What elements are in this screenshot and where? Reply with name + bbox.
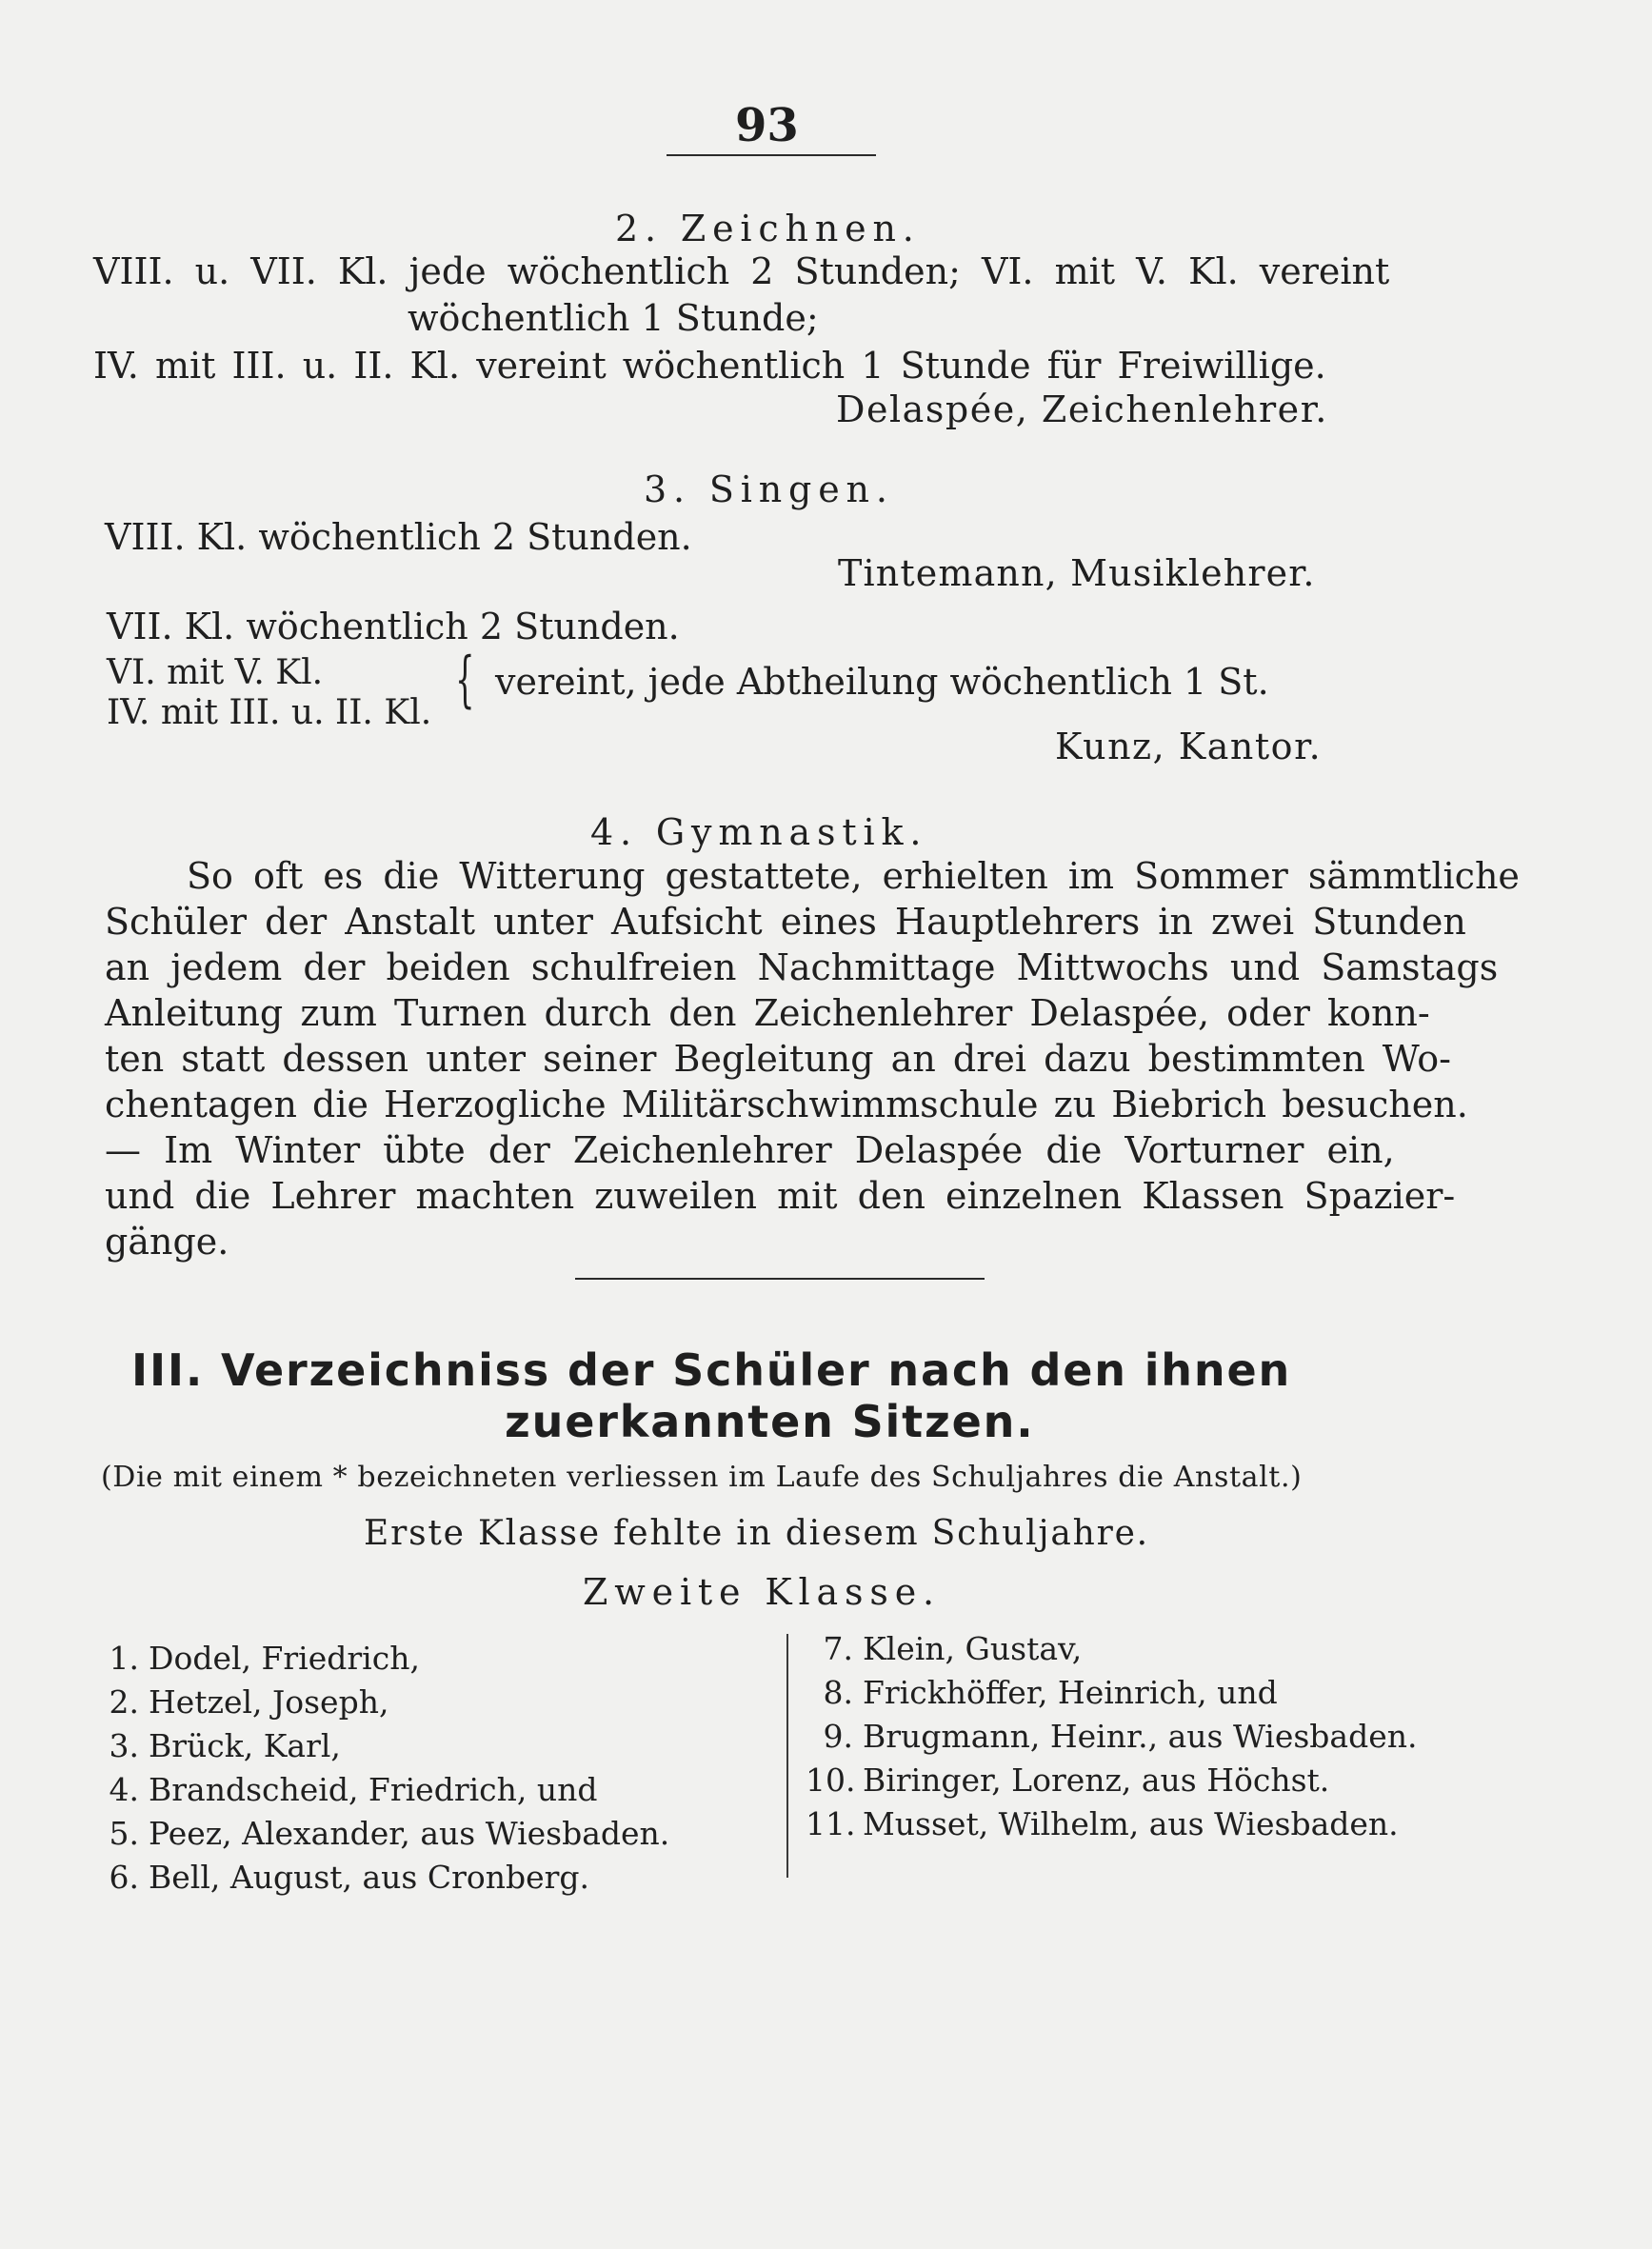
student-name: Musset, Wilhelm, aus Wiesbaden. xyxy=(863,1805,1399,1842)
student-name: Brandscheid, Friedrich, und xyxy=(149,1771,598,1808)
list-item xyxy=(806,1805,1418,1849)
list-number: 4. xyxy=(109,1771,139,1808)
brace-icon: { xyxy=(455,645,475,715)
section-3-brace-text: vereint, jede Abtheilung wöchentlich 1 St. xyxy=(495,661,1269,703)
list-item xyxy=(103,1815,669,1859)
student-list-right xyxy=(806,1630,1418,1849)
student-name: Brück, Karl, xyxy=(149,1727,341,1764)
list-item xyxy=(806,1630,1418,1674)
section-3-line-3a: VI. mit V. Kl. xyxy=(107,653,324,692)
list-item xyxy=(103,1683,669,1727)
section-3-line-1: VIII. Kl. wöchentlich 2 Stunden. xyxy=(105,516,692,558)
student-name: Bell, August, aus Cronberg. xyxy=(149,1859,590,1896)
section-3-line-3b: IV. mit III. u. II. Kl. xyxy=(107,693,432,732)
list-item xyxy=(103,1727,669,1771)
student-name: Peez, Alexander, aus Wiesbaden. xyxy=(149,1815,670,1852)
student-name: Hetzel, Joseph, xyxy=(149,1683,389,1721)
list-number: 3. xyxy=(109,1727,139,1764)
paragraph-line: gänge. xyxy=(105,1221,229,1263)
section-3-line-2: VII. Kl. wöchentlich 2 Stunden. xyxy=(107,606,680,647)
list-number: 10. xyxy=(806,1761,856,1799)
student-name: Dodel, Friedrich, xyxy=(149,1640,420,1677)
paragraph-line: So oft es die Witterung gestattete, erhielten im Sommer sämmtliche xyxy=(187,855,1520,897)
section-2-line-1: VIII. u. VII. Kl. jede wöchentlich 2 Stunden; VI. mit V. Kl. vereint xyxy=(93,250,1390,292)
list-item xyxy=(806,1761,1418,1805)
zweite-klasse-title: Zweite Klasse. xyxy=(583,1571,941,1613)
list-number: 2. xyxy=(109,1683,139,1721)
paragraph-line: an jedem der beiden schulfreien Nachmittage Mittwochs und Samstags xyxy=(105,946,1499,988)
list-item xyxy=(103,1771,669,1815)
paragraph-line: und die Lehrer machten zuweilen mit den einzelnen Klassen Spazier- xyxy=(105,1175,1456,1217)
list-number: 6. xyxy=(109,1859,139,1896)
column-divider xyxy=(786,1634,788,1878)
list-number: 7. xyxy=(823,1630,853,1667)
list-item xyxy=(103,1640,669,1683)
section-4-title: 4. Gymnastik. xyxy=(590,811,928,853)
paragraph-line: ten statt dessen unter seiner Begleitung an drei dazu bestimmten Wo- xyxy=(105,1038,1451,1080)
section-3-teacher-1: Tintemann, Musiklehrer. xyxy=(838,552,1316,594)
section-3-teacher-2: Kunz, Kantor. xyxy=(1055,726,1323,767)
erste-klasse-note: Erste Klasse fehlte in diesem Schuljahre. xyxy=(364,1514,1149,1553)
section-III-note: (Die mit einem * bezeichneten verliessen im Laufe des Schuljahres die Anstalt.) xyxy=(101,1461,1303,1494)
student-name: Biringer, Lorenz, aus Höchst. xyxy=(863,1761,1330,1799)
paragraph-line: Anleitung zum Turnen durch den Zeichenlehrer Delaspée, oder konn- xyxy=(105,992,1430,1034)
section-III-heading-line-1: III. Verzeichniss der Schüler nach den ihnen xyxy=(131,1344,1292,1396)
section-III-heading-line-2: zuerkannten Sitzen. xyxy=(505,1396,1035,1447)
section-2-line-2: wöchentlich 1 Stunde; xyxy=(408,297,819,339)
list-number: 11. xyxy=(806,1805,856,1842)
paragraph-line: — Im Winter übte der Zeichenlehrer Delaspée die Vorturner ein, xyxy=(105,1129,1395,1171)
list-number: 1. xyxy=(109,1640,139,1677)
student-name: Brugmann, Heinr., aus Wiesbaden. xyxy=(863,1718,1418,1755)
section-2-line-3: IV. mit III. u. II. Kl. vereint wöchentlich 1 Stunde für Freiwillige. xyxy=(93,345,1326,387)
section-divider xyxy=(575,1278,985,1280)
list-number: 8. xyxy=(823,1674,853,1711)
list-item xyxy=(806,1674,1418,1718)
student-list-left xyxy=(103,1640,669,1902)
list-item xyxy=(103,1859,669,1902)
paragraph-line: chentagen die Herzogliche Militärschwimmschule zu Biebrich besuchen. xyxy=(105,1084,1468,1125)
page-number: 93 xyxy=(735,99,799,152)
student-name: Klein, Gustav, xyxy=(863,1630,1083,1667)
section-3-title: 3. Singen. xyxy=(644,468,894,510)
header-rule xyxy=(667,154,876,156)
paragraph-line: Schüler der Anstalt unter Aufsicht eines Hauptlehrers in zwei Stunden xyxy=(105,901,1466,943)
list-number: 9. xyxy=(823,1718,853,1755)
section-4-paragraph xyxy=(105,853,1520,1264)
list-number: 5. xyxy=(109,1815,139,1852)
student-name: Frickhöffer, Heinrich, und xyxy=(863,1674,1278,1711)
list-item xyxy=(806,1718,1418,1761)
section-2-title: 2. Zeichnen. xyxy=(615,208,921,249)
section-2-teacher: Delaspée, Zeichenlehrer. xyxy=(836,388,1328,430)
